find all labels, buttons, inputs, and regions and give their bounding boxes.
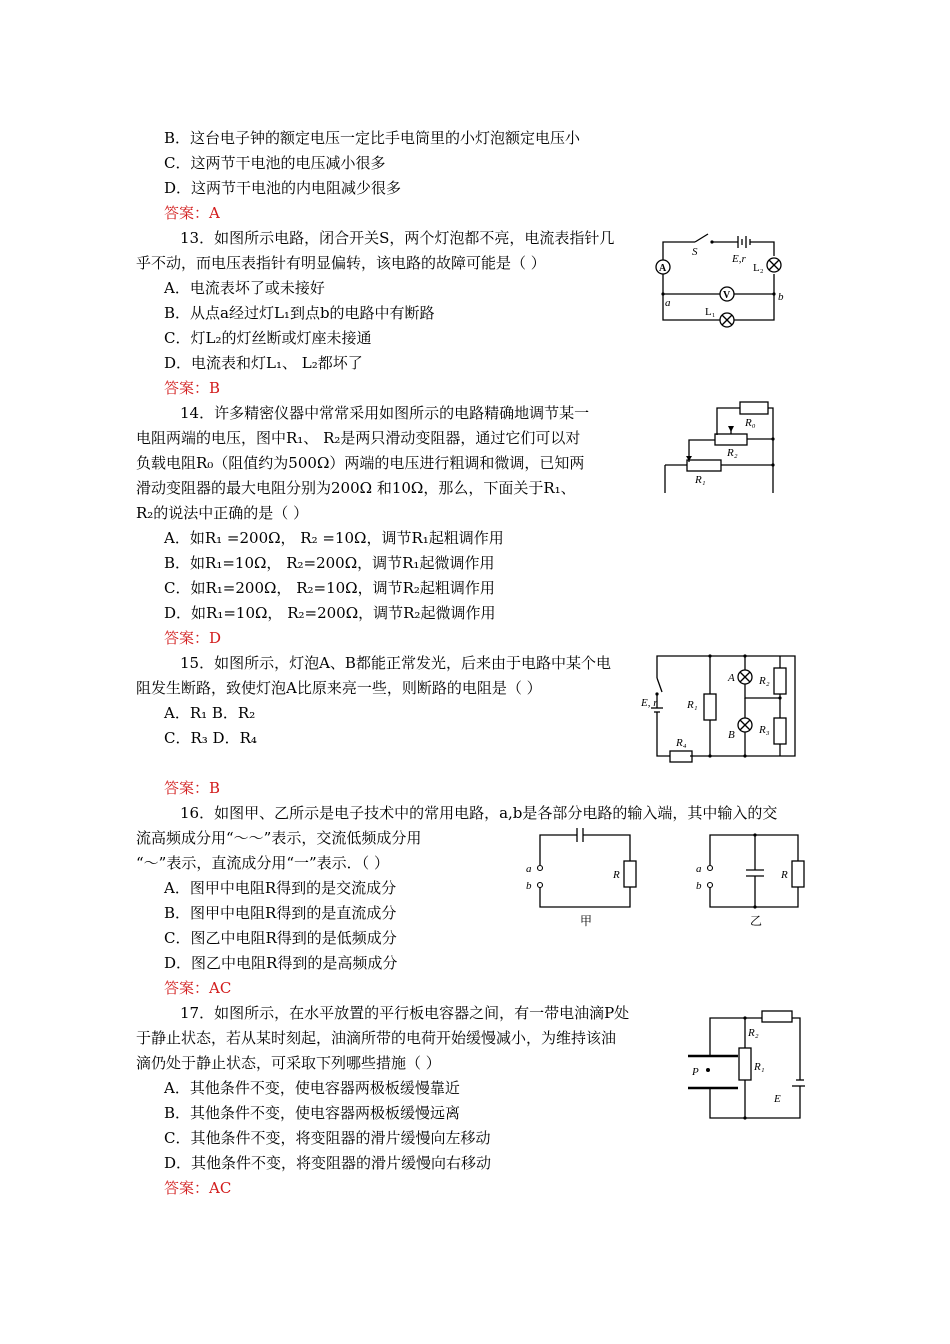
- r2-label: R₂: [748, 1027, 759, 1039]
- q15-options-ab: A．R₁ B．R₂: [164, 704, 256, 722]
- q12-option-c: C．这两节干电池的电压减小很多: [164, 154, 386, 172]
- q14-stem-cont2: 负载电阻R₀（阻值约为500Ω）两端的电压进行粗调和微调，已知两: [136, 454, 585, 472]
- q15-stem: 15．如图所示，灯泡A、B都能正常发光，后来由于电路中某个电: [180, 654, 611, 672]
- emf-e-label: E: [774, 1093, 781, 1105]
- node-a-label: a: [665, 297, 671, 309]
- q14-stem-cont4: R₂的说法中正确的是（ ）: [136, 504, 309, 522]
- q16-stem-cont1: 流高频成分用“～～”表示，交流低频成分用: [136, 829, 422, 847]
- ammeter-label: A: [659, 263, 667, 274]
- lamp-b-label: B: [728, 729, 735, 741]
- switch-label: S: [692, 246, 698, 258]
- q14-option-a: A．如R₁ =200Ω， R₂ =10Ω，调节R₁起粗调作用: [164, 529, 504, 547]
- q13-option-c: C．灯L₂的灯丝断或灯座未接通: [164, 329, 372, 347]
- r4-label: R₄: [676, 737, 687, 749]
- q15-stem-cont: 阻发生断路，致使灯泡A比原来亮一些，则断路的电阻是（ ）: [136, 679, 542, 697]
- q14-stem-cont3: 滑动变阻器的最大电阻分别为200Ω 和10Ω，那么，下面关于R₁、: [136, 479, 576, 497]
- q16-circuit-yi: [690, 825, 815, 930]
- lamp-a-label: A: [728, 672, 735, 684]
- q16-circuit-jia: [520, 825, 645, 930]
- input-a-label: a: [696, 863, 702, 875]
- r1-label: R₁: [754, 1061, 765, 1073]
- q14-option-d: D．如R₁=10Ω， R₂=200Ω，调节R₂起微调作用: [164, 604, 496, 622]
- q13-answer: 答案：B: [164, 379, 221, 397]
- q17-stem-cont2: 滴仍处于静止状态，可采取下列哪些措施（ ）: [136, 1054, 441, 1072]
- q15-options-cd: C．R₃ D．R₄: [164, 729, 257, 747]
- q17-stem-cont1: 于静止状态，若从某时刻起，油滴所带的电荷开始缓慢减小，为维持该油: [136, 1029, 617, 1047]
- q17-option-a: A．其他条件不变，使电容器两极板缓慢靠近: [164, 1079, 460, 1097]
- q17-option-b: B．其他条件不变，使电容器两极板缓慢远离: [164, 1104, 461, 1122]
- r3-label: R₃: [759, 724, 770, 736]
- q14-stem-cont1: 电阻两端的电压，图中R₁、 R₂是两只滑动变阻器，通过它们可以对: [136, 429, 581, 447]
- r0-label: R₀: [745, 417, 756, 429]
- q16-answer: 答案：AC: [164, 979, 232, 997]
- input-a-label: a: [526, 863, 532, 875]
- r2-label: R₂: [759, 675, 770, 687]
- caption-jia: 甲: [580, 914, 593, 928]
- q12-answer: 答案：A: [164, 204, 220, 222]
- caption-yi: 乙: [750, 914, 763, 928]
- r1-label: R₁: [687, 699, 698, 711]
- q17-option-c: C．其他条件不变，将变阻器的滑片缓慢向左移动: [164, 1129, 491, 1147]
- q12-option-d: D．这两节干电池的内电阻减少很多: [164, 179, 402, 197]
- node-b-label: b: [778, 291, 784, 303]
- q14-stem: 14．许多精密仪器中常常采用如图所示的电路精确地调节某一: [180, 404, 590, 422]
- q17-answer: 答案：AC: [164, 1179, 232, 1197]
- q13-option-a: A．电流表坏了或未接好: [164, 279, 325, 297]
- q16-stem-cont2: “～”表示，直流成分用“一”表示．（ ）: [136, 854, 389, 872]
- q17-stem: 17．如图所示，在水平放置的平行板电容器之间，有一带电油滴P处: [180, 1004, 630, 1022]
- emf-label: E,r: [732, 253, 746, 265]
- q16-stem: 16．如图甲、乙所示是电子技术中的常用电路，a,b是各部分电路的输入端，其中输入的交: [180, 804, 778, 822]
- resistor-r-label: R: [781, 869, 788, 881]
- emf-label: E, r: [641, 697, 658, 709]
- resistor-r-label: R: [613, 869, 620, 881]
- q14-circuit-diagram: [655, 398, 785, 498]
- q16-option-b: B．图甲中电阻R得到的是直流成分: [164, 904, 397, 922]
- r2-label: R₂: [727, 447, 738, 459]
- q16-option-a: A．图甲中电阻R得到的是交流成分: [164, 879, 397, 897]
- droplet-p-label: P: [692, 1066, 699, 1078]
- q13-option-b: B．从点a经过灯L₁到点b的电路中有断路: [164, 304, 435, 322]
- q17-circuit-diagram: [680, 1008, 805, 1128]
- q17-option-d: D．其他条件不变，将变阻器的滑片缓慢向右移动: [164, 1154, 492, 1172]
- q13-stem: 13．如图所示电路，闭合开关S，两个灯泡都不亮，电流表指针几: [180, 229, 615, 247]
- q13-circuit-diagram: [650, 228, 795, 328]
- q14-answer: 答案：D: [164, 629, 222, 647]
- q15-circuit-diagram: [640, 648, 805, 763]
- q14-option-b: B．如R₁=10Ω， R₂=200Ω，调节R₁起微调作用: [164, 554, 495, 572]
- q14-option-c: C．如R₁=200Ω， R₂=10Ω，调节R₂起粗调作用: [164, 579, 495, 597]
- r1-label: R₁: [695, 474, 706, 486]
- q16-option-d: D．图乙中电阻R得到的是高频成分: [164, 954, 398, 972]
- q13-stem-cont: 乎不动，而电压表指针有明显偏转，该电路的故障可能是（ ）: [136, 254, 546, 272]
- q15-answer: 答案：B: [164, 779, 221, 797]
- q16-option-c: C．图乙中电阻R得到的是低频成分: [164, 929, 397, 947]
- input-b-label: b: [696, 880, 702, 892]
- input-b-label: b: [526, 880, 532, 892]
- lamp-l2-label: L₂: [753, 262, 764, 274]
- lamp-l1-label: L₁: [705, 306, 716, 318]
- voltmeter-label: V: [723, 290, 731, 301]
- q13-option-d: D．电流表和灯L₁、 L₂都坏了: [164, 354, 363, 372]
- q12-option-b: B．这台电子钟的额定电压一定比手电筒里的小灯泡额定电压小: [164, 129, 581, 147]
